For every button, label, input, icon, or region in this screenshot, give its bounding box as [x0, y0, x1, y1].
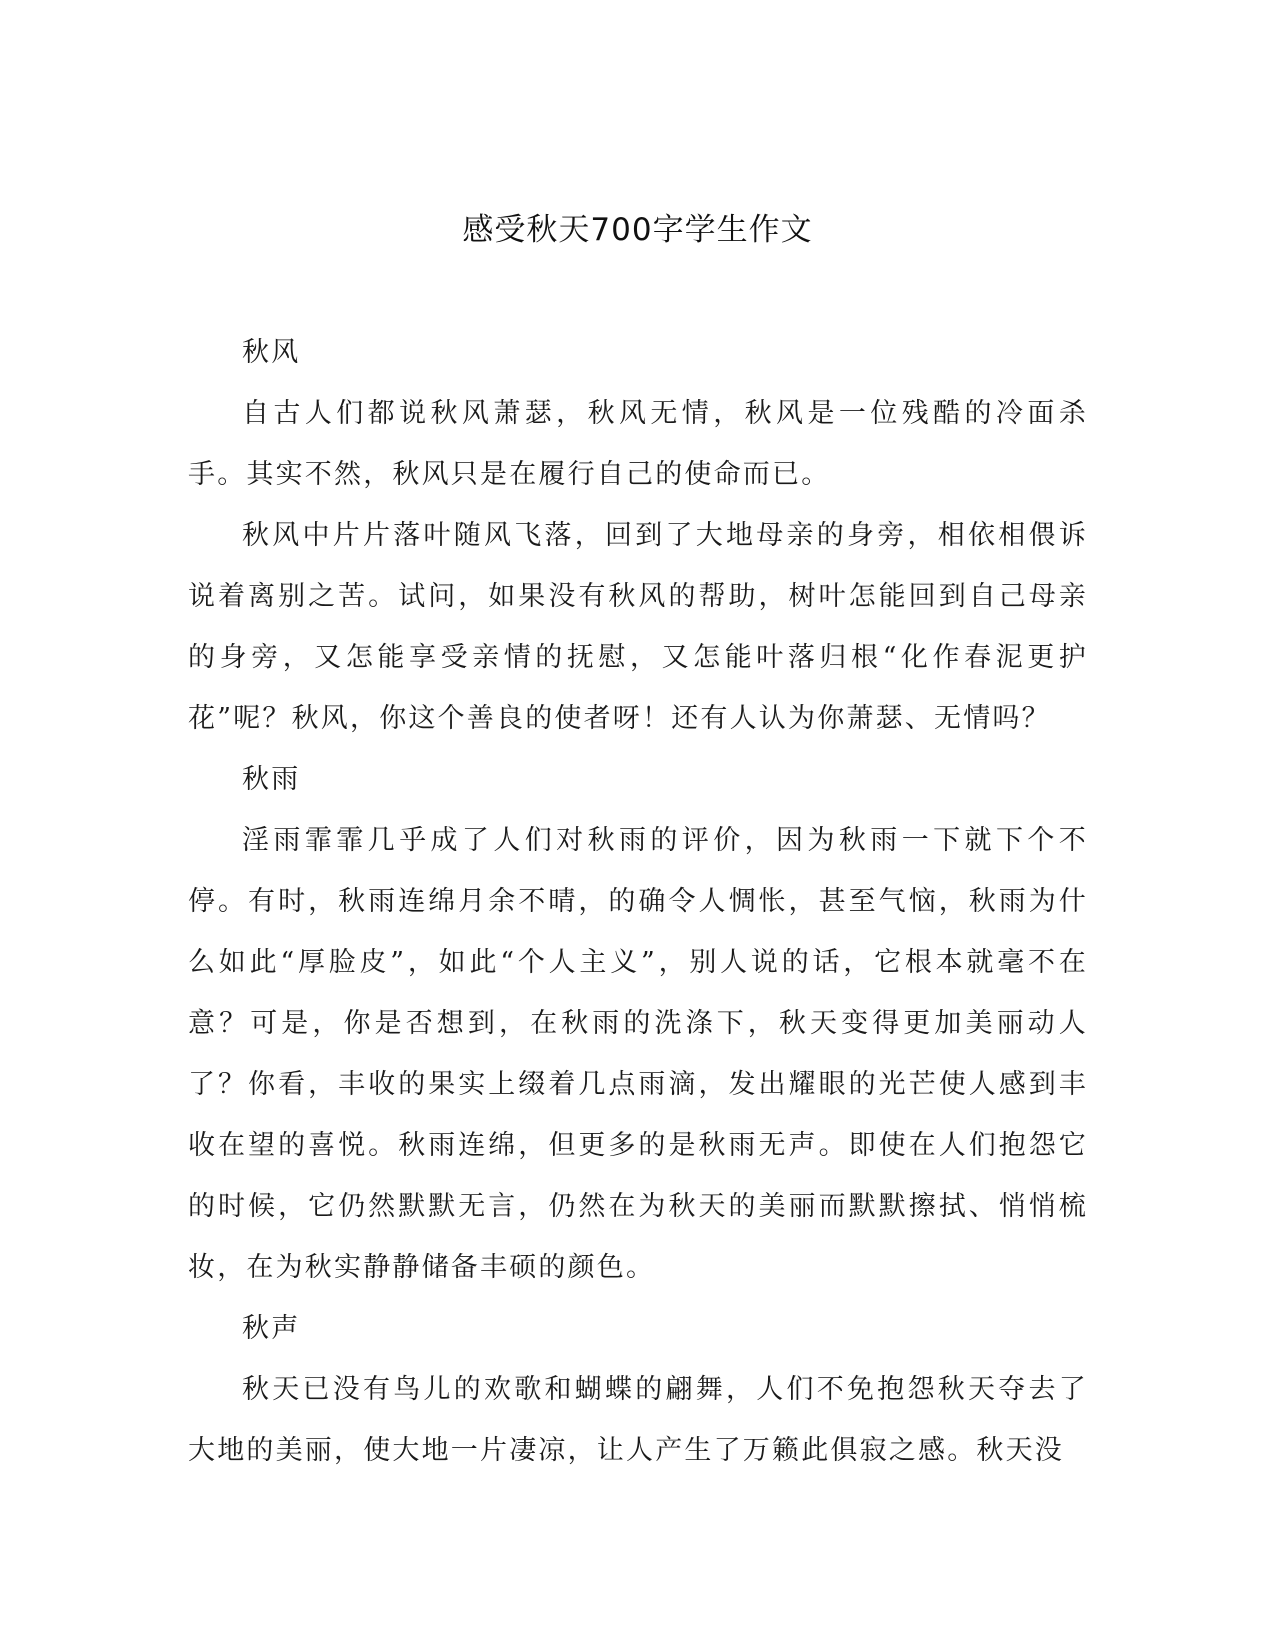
document-body: [188, 322, 1088, 1481]
section-heading-wind: 秋风: [242, 337, 301, 368]
section-heading-rain: 秋雨: [242, 764, 301, 795]
document-title: 感受秋天700字学生作文: [462, 212, 813, 248]
paragraph: 自古人们都说秋风萧瑟，秋风无情，秋风是一位残酷的冷面杀手。其实不然，秋风只是在履行自己的使命而已。: [188, 398, 1088, 490]
paragraph: 淫雨霏霏几乎成了人们对秋雨的评价，因为秋雨一下就下个不停。有时，秋雨连绵月余不晴，的确令人惆怅，甚至气恼，秋雨为什么如此“厚脸皮”，如此“个人主义”，别人说的话，它根本就毫不在意？可是，你是否想到，在秋雨的洗涤下，秋天变得更加美丽动人了？你看，丰收的果实上缀着几点雨滴，发出耀眼的光芒使人感到丰收在望的喜悦。秋雨连绵，但更多的是秋雨无声。即使在人们抱怨它的时候，它仍然默默无言，仍然在为秋天的美丽而默默擦拭、悄悄梳妆，在为秋实静静储备丰硕的颜色。: [188, 825, 1088, 1283]
paragraph: 秋风中片片落叶随风飞落，回到了大地母亲的身旁，相依相偎诉说着离别之苦。试问，如果没有秋风的帮助，树叶怎能回到自己母亲的身旁，又怎能享受亲情的抚慰，又怎能叶落归根“化作春泥更护花”呢？秋风，你这个善良的使者呀！还有人认为你萧瑟、无情吗？: [188, 520, 1088, 734]
section-heading-sound: 秋声: [242, 1313, 301, 1344]
paragraph: 秋天已没有鸟儿的欢歌和蝴蝶的翩舞，人们不免抱怨秋天夺去了大地的美丽，使大地一片凄凉，让人产生了万籁此俱寂之感。秋天没: [188, 1374, 1088, 1466]
